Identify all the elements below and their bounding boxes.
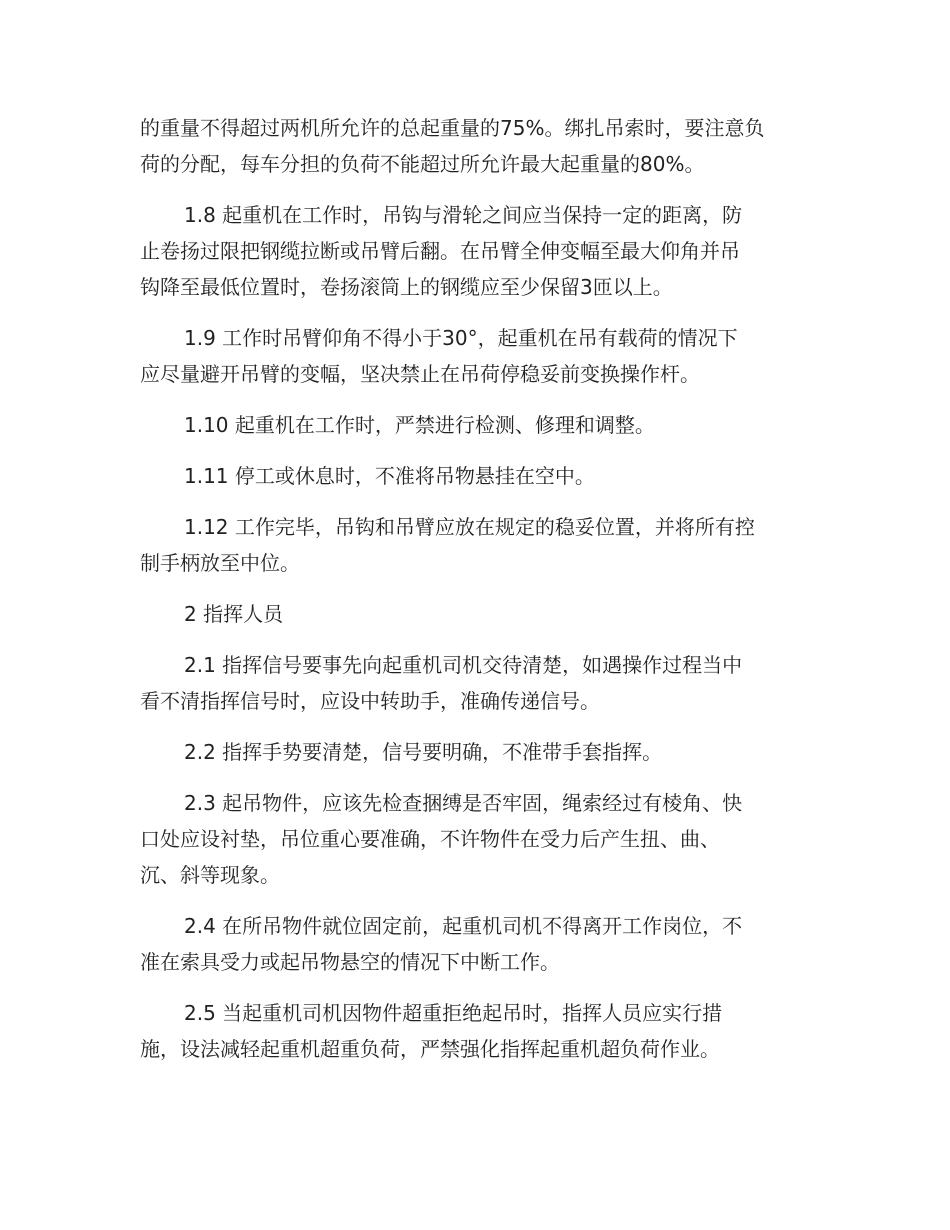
paragraph-item-2-5 xyxy=(140,995,810,1067)
text-line: 应尽量避开吊臂的变幅，坚决禁止在吊荷停稳妥前变换操作杆。 xyxy=(140,362,700,386)
text-line: 1.11 停工或休息时，不准将吊物悬挂在空中。 xyxy=(184,464,595,488)
paragraph-item-1-9 xyxy=(140,320,810,392)
text-line: 沉、斜等现象。 xyxy=(140,863,280,887)
text-line: 口处应设衬垫，吊位重心要准确，不许物件在受力后产生扭、曲、 xyxy=(140,827,720,851)
paragraph-item-2-2 xyxy=(140,734,810,770)
text-line: 的重量不得超过两机所允许的总起重量的75%。绑扎吊索时，要注意负 xyxy=(140,116,765,140)
text-line: 2.4 在所吊物件就位固定前，起重机司机不得离开工作岗位，不 xyxy=(184,914,743,938)
paragraph-item-1-11 xyxy=(140,458,810,494)
text-line: 1.8 起重机在工作时，吊钩与滑轮之间应当保持一定的距离，防 xyxy=(184,203,743,227)
paragraph-item-1-10 xyxy=(140,407,810,443)
text-line: 止卷扬过限把钢缆拉断或吊臂后翻。在吊臂全伸变幅至最大仰角并吊 xyxy=(140,239,740,263)
text-line: 2.5 当起重机司机因物件超重拒绝起吊时，指挥人员应实行措 xyxy=(184,1001,723,1025)
text-line: 2.3 起吊物件，应该先检查捆缚是否牢固，绳索经过有棱角、快 xyxy=(184,791,743,815)
text-line: 准在索具受力或起吊物悬空的情况下中断工作。 xyxy=(140,950,560,974)
section-heading-2 xyxy=(140,596,810,632)
paragraph-item-2-4 xyxy=(140,908,810,980)
text-line: 2.2 指挥手势要清楚，信号要明确，不准带手套指挥。 xyxy=(184,740,663,764)
text-line: 2.1 指挥信号要事先向起重机司机交待清楚，如遇操作过程当中 xyxy=(184,653,743,677)
text-line: 荷的分配，每车分担的负荷不能超过所允许最大起重量的80%。 xyxy=(140,152,705,176)
text-line: 钩降至最低位置时，卷扬滚筒上的钢缆应至少保留3匝以上。 xyxy=(140,275,673,299)
document-body xyxy=(140,110,810,1082)
text-line: 1.9 工作时吊臂仰角不得小于30°，起重机在吊有载荷的情况下 xyxy=(184,326,738,350)
text-line: 看不清指挥信号时，应设中转助手，准确传递信号。 xyxy=(140,689,600,713)
paragraph-item-1-8 xyxy=(140,197,810,305)
text-line: 1.10 起重机在工作时，严禁进行检测、修理和调整。 xyxy=(184,413,655,437)
paragraph-continuation xyxy=(140,110,810,182)
paragraph-item-2-1 xyxy=(140,647,810,719)
text-line: 施，设法减轻起重机超重负荷，严禁强化指挥起重机超负荷作业。 xyxy=(140,1037,720,1061)
text-line: 2 指挥人员 xyxy=(184,602,284,626)
paragraph-item-1-12 xyxy=(140,509,810,581)
text-line: 1.12 工作完毕，吊钩和吊臂应放在规定的稳妥位置，并将所有控 xyxy=(184,515,755,539)
paragraph-item-2-3 xyxy=(140,785,810,893)
text-line: 制手柄放至中位。 xyxy=(140,551,300,575)
